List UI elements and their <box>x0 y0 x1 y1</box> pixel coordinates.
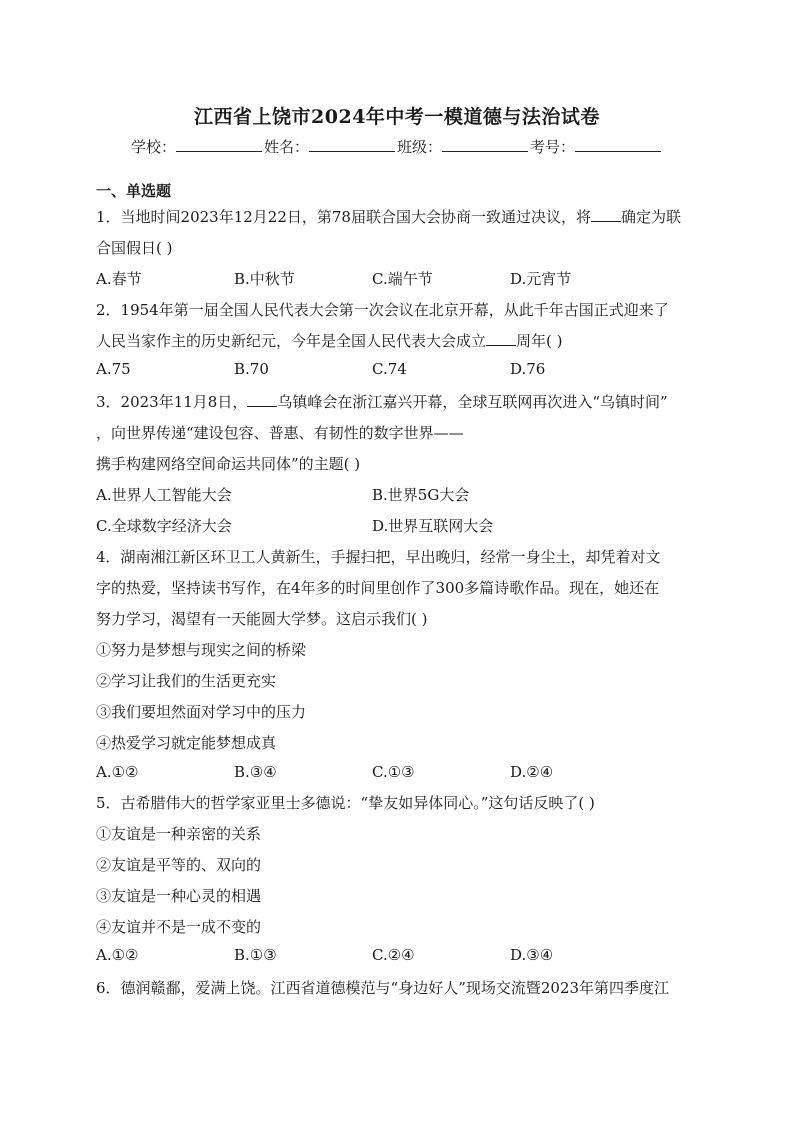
option-d: D.元宵节 <box>510 270 572 288</box>
option-b: B.世界5G大会 <box>372 486 470 504</box>
option-c: C.②④ <box>372 946 415 964</box>
exam-number-blank <box>575 137 661 152</box>
question-1-line-1 <box>96 206 681 227</box>
school-blank <box>176 137 262 152</box>
question-5-statement-4: ④友谊并不是一成不变的 <box>96 918 262 936</box>
question-5-statement-2: ②友谊是平等的、双向的 <box>96 856 262 874</box>
question-text: 3．2023年11月8日， <box>96 393 248 411</box>
fill-blank <box>591 208 621 222</box>
name-blank <box>309 137 395 152</box>
option-d: D.世界互联网大会 <box>372 517 494 535</box>
option-a: A.75 <box>96 360 131 378</box>
question-3-line-3: 携手构建网络空间命运共同体”的主题( ) <box>96 455 361 473</box>
question-text: 1．当地时间2023年12月22日，第78届联合国大会协商一致通过决议，将 <box>96 208 591 226</box>
question-text: 确定为联 <box>620 208 681 226</box>
option-a: A.①② <box>96 946 139 964</box>
section-heading: 一、单选题 <box>96 182 172 200</box>
option-c: C.74 <box>372 360 407 378</box>
question-text: 周年( ) <box>516 332 563 350</box>
question-2-line-1: 2．1954年第一届全国人民代表大会第一次会议在北京开幕，从此千年古国正式迎来了 <box>96 301 669 319</box>
name-label: 姓名： <box>263 138 309 156</box>
exam-number-label: 考号： <box>530 138 576 156</box>
question-4-statement-2: ②学习让我们的生活更充实 <box>96 672 277 690</box>
option-c: C.①③ <box>372 763 415 781</box>
student-info-row <box>0 136 794 157</box>
option-a: A.①② <box>96 763 139 781</box>
option-c: C.端午节 <box>372 270 433 288</box>
school-label: 学校： <box>130 138 176 156</box>
question-4-statement-1: ①努力是梦想与现实之间的桥梁 <box>96 641 307 659</box>
question-4-line-2: 字的热爱，坚持读书写作，在4年多的时间里创作了300多篇诗歌作品。现在，她还在 <box>96 579 660 597</box>
fill-blank <box>486 332 516 346</box>
question-6-line-1: 6．德润赣鄱，爱满上饶。江西省道德模范与“身边好人”现场交流暨2023年第四季度江 <box>96 979 670 997</box>
class-blank <box>442 137 528 152</box>
option-b: B.中秋节 <box>234 270 295 288</box>
option-d: D.③④ <box>510 946 554 964</box>
question-5-line-1: 5．古希腊伟大的哲学家亚里士多德说：“挚友如异体同心。”这句话反映了( ) <box>96 794 595 812</box>
exam-title: 江西省上饶市2024年中考一模道德与法治试卷 <box>194 106 600 128</box>
class-label: 班级： <box>397 138 443 156</box>
option-c: C.全球数字经济大会 <box>96 517 232 535</box>
question-1-line-2: 合国假日( ) <box>96 239 173 257</box>
fill-blank <box>247 393 277 407</box>
option-b: B.①③ <box>234 946 277 964</box>
option-d: D.②④ <box>510 763 554 781</box>
option-b: B.70 <box>234 360 269 378</box>
option-b: B.③④ <box>234 763 277 781</box>
question-4-statement-3: ③我们要坦然面对学习中的压力 <box>96 703 307 721</box>
question-5-statement-3: ③友谊是一种心灵的相遇 <box>96 887 262 905</box>
question-4-line-1: 4．湖南湘江新区环卫工人黄新生，手握扫把，早出晚归，经常一身尘土，却凭着对文 <box>96 548 661 566</box>
question-2-line-2 <box>96 330 563 351</box>
question-5-statement-1: ①友谊是一种亲密的关系 <box>96 825 262 843</box>
option-a: A.春节 <box>96 270 142 288</box>
question-text: 人民当家作主的历史新纪元，今年是全国人民代表大会成立 <box>96 332 487 350</box>
option-d: D.76 <box>510 360 546 378</box>
question-4-line-3: 努力学习，渴望有一天能圆大学梦。这启示我们( ) <box>96 610 428 628</box>
question-3-line-2: ，向世界传递“建设包容、普惠、有韧性的数字世界—— <box>96 424 464 442</box>
option-a: A.世界人工智能大会 <box>96 486 232 504</box>
question-3-line-1 <box>96 391 668 412</box>
question-4-statement-4: ④热爱学习就定能梦想成真 <box>96 734 277 752</box>
question-text: 乌镇峰会在浙江嘉兴开幕，全球互联网再次进入“乌镇时间” <box>277 393 668 411</box>
